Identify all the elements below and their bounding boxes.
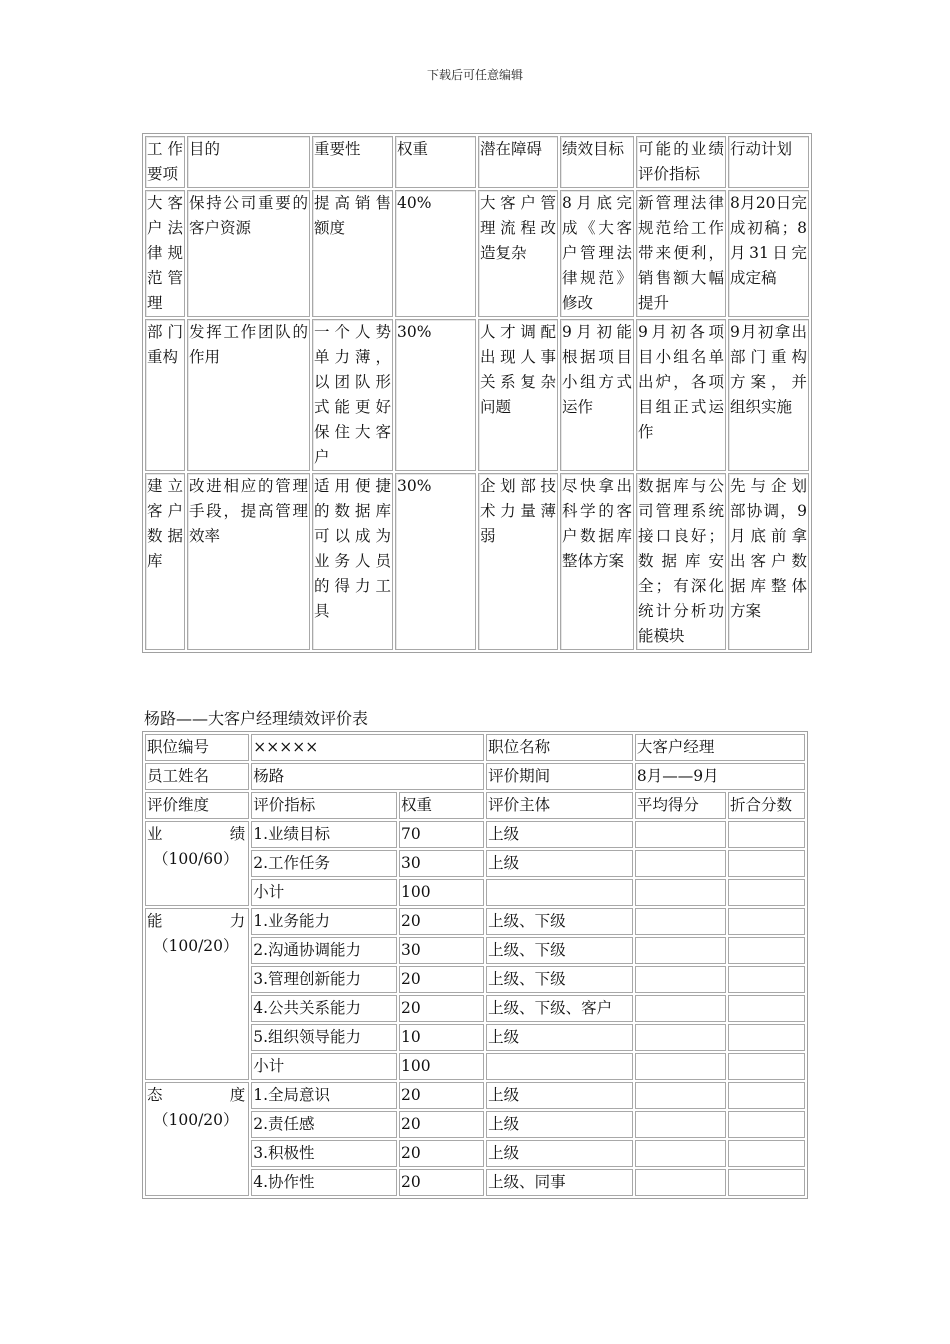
dimension-char-first: 业 bbox=[147, 825, 163, 843]
plan-header-row bbox=[145, 136, 809, 188]
eval-indicator: 小计 bbox=[251, 879, 397, 906]
eval-weight: 10 bbox=[399, 1024, 484, 1051]
period-label: 评价期间 bbox=[486, 763, 633, 790]
plan-cell-importance: 适用便捷的数据库可以成为业务人员的得力工具 bbox=[312, 473, 393, 650]
eval-dimension-cell bbox=[145, 908, 249, 1080]
eval-weight: 100 bbox=[399, 1053, 484, 1080]
dimension-name bbox=[147, 1083, 247, 1108]
plan-cell-weight: 30% bbox=[395, 319, 476, 471]
eval-subject: 上级 bbox=[486, 1111, 633, 1138]
eval-converted-score bbox=[728, 850, 805, 877]
eval-converted-score bbox=[728, 1082, 805, 1109]
plan-row bbox=[145, 319, 809, 471]
plan-cell-weight: 40% bbox=[395, 190, 476, 317]
plan-cell-action-plan: 先与企划部协调，9月底前拿出客户数据库整体方案 bbox=[728, 473, 809, 650]
eval-converted-score bbox=[728, 1111, 805, 1138]
evaluation-table bbox=[142, 731, 808, 1199]
eval-subject: 上级 bbox=[486, 1024, 633, 1051]
plan-cell-purpose: 发挥工作团队的作用 bbox=[187, 319, 310, 471]
eval-subject: 上级 bbox=[486, 1140, 633, 1167]
plan-cell-action-plan: 8月20日完成初稿；8月31日完成定稿 bbox=[728, 190, 809, 317]
plan-cell-performance-goal: 8月底完成《大客户管理法律规范》修改 bbox=[560, 190, 634, 317]
eval-dimension-cell bbox=[145, 821, 249, 906]
plan-cell-importance: 一个人势单力薄，以团队形式能更好保住大客户 bbox=[312, 319, 393, 471]
eval-header-weight: 权重 bbox=[399, 792, 484, 819]
plan-header-evaluation-indicator: 可能的业绩评价指标 bbox=[636, 136, 726, 188]
employee-value: 杨路 bbox=[251, 763, 484, 790]
eval-row bbox=[145, 821, 805, 848]
eval-weight: 20 bbox=[399, 1140, 484, 1167]
eval-subject: 上级、下级 bbox=[486, 908, 633, 935]
eval-subject: 上级、下级 bbox=[486, 966, 633, 993]
plan-header-obstacle: 潜在障碍 bbox=[478, 136, 558, 188]
eval-weight: 20 bbox=[399, 1082, 484, 1109]
eval-header-row bbox=[145, 792, 805, 819]
eval-average-score bbox=[635, 1053, 726, 1080]
plan-row bbox=[145, 473, 809, 650]
eval-converted-score bbox=[728, 966, 805, 993]
position-no-value: ××××× bbox=[251, 734, 484, 761]
plan-cell-purpose: 改进相应的管理手段，提高管理效率 bbox=[187, 473, 310, 650]
eval-converted-score bbox=[728, 1053, 805, 1080]
eval-average-score bbox=[635, 908, 726, 935]
eval-subject: 上级、下级 bbox=[486, 937, 633, 964]
eval-subject: 上级、同事 bbox=[486, 1169, 633, 1196]
eval-converted-score bbox=[728, 879, 805, 906]
dimension-char-last: 绩 bbox=[229, 825, 246, 843]
eval-average-score bbox=[635, 850, 726, 877]
eval-indicator: 4.公共关系能力 bbox=[251, 995, 397, 1022]
eval-subject: 上级、下级、客户 bbox=[486, 995, 633, 1022]
plan-header-action-plan: 行动计划 bbox=[728, 136, 809, 188]
eval-average-score bbox=[635, 1082, 726, 1109]
evaluation-table-title: 杨路——大客户经理绩效评价表 bbox=[144, 709, 369, 728]
eval-converted-score bbox=[728, 995, 805, 1022]
eval-average-score bbox=[635, 879, 726, 906]
eval-header-converted-score: 折合分数 bbox=[728, 792, 805, 819]
work-plan-table bbox=[142, 133, 812, 653]
employee-label: 员工姓名 bbox=[145, 763, 249, 790]
plan-cell-work-item: 大客户法律规范管理 bbox=[145, 190, 185, 317]
plan-cell-performance-goal: 9月初能根据项目小组方式运作 bbox=[560, 319, 634, 471]
plan-cell-evaluation-indicator: 新管理法律规范给工作带来便利，销售额大幅提升 bbox=[636, 190, 726, 317]
position-no-label: 职位编号 bbox=[145, 734, 249, 761]
plan-cell-evaluation-indicator: 数据库与公司管理系统接口良好；数据库安全；有深化统计分析功能模块 bbox=[636, 473, 726, 650]
eval-dimension-cell bbox=[145, 1082, 249, 1196]
plan-header-weight: 权重 bbox=[395, 136, 476, 188]
eval-weight: 20 bbox=[399, 1169, 484, 1196]
plan-cell-importance: 提高销售额度 bbox=[312, 190, 393, 317]
plan-cell-performance-goal: 尽快拿出科学的客户数据库整体方案 bbox=[560, 473, 634, 650]
eval-subject bbox=[486, 879, 633, 906]
eval-indicator: 4.协作性 bbox=[251, 1169, 397, 1196]
eval-converted-score bbox=[728, 937, 805, 964]
dimension-char-last: 力 bbox=[229, 912, 246, 930]
eval-row bbox=[145, 908, 805, 935]
eval-indicator: 1.业绩目标 bbox=[251, 821, 397, 848]
eval-weight: 20 bbox=[399, 995, 484, 1022]
eval-row bbox=[145, 1082, 805, 1109]
eval-weight: 100 bbox=[399, 879, 484, 906]
eval-subject bbox=[486, 1053, 633, 1080]
eval-subject: 上级 bbox=[486, 1082, 633, 1109]
eval-weight: 20 bbox=[399, 908, 484, 935]
dimension-char-first: 态 bbox=[147, 1086, 163, 1104]
plan-cell-evaluation-indicator: 9月初各项目小组名单出炉，各项目组正式运作 bbox=[636, 319, 726, 471]
employee-row bbox=[145, 763, 805, 790]
eval-average-score bbox=[635, 1140, 726, 1167]
eval-subject: 上级 bbox=[486, 821, 633, 848]
eval-weight: 30 bbox=[399, 850, 484, 877]
page-header-note: 下载后可任意编辑 bbox=[426, 68, 523, 82]
eval-header-subject: 评价主体 bbox=[486, 792, 633, 819]
eval-weight: 20 bbox=[399, 966, 484, 993]
plan-cell-obstacle: 企划部技术力量薄弱 bbox=[478, 473, 558, 650]
position-row bbox=[145, 734, 805, 761]
eval-indicator: 2.责任感 bbox=[251, 1111, 397, 1138]
eval-converted-score bbox=[728, 821, 805, 848]
eval-indicator: 2.工作任务 bbox=[251, 850, 397, 877]
plan-cell-action-plan: 9月初拿出部门重构方案，并组织实施 bbox=[728, 319, 809, 471]
eval-indicator: 1.业务能力 bbox=[251, 908, 397, 935]
eval-average-score bbox=[635, 1024, 726, 1051]
eval-converted-score bbox=[728, 1169, 805, 1196]
position-name-value: 大客户经理 bbox=[635, 734, 805, 761]
eval-average-score bbox=[635, 1111, 726, 1138]
plan-cell-obstacle: 大客户管理流程改造复杂 bbox=[478, 190, 558, 317]
eval-indicator: 2.沟通协调能力 bbox=[251, 937, 397, 964]
eval-indicator: 5.组织领导能力 bbox=[251, 1024, 397, 1051]
eval-average-score bbox=[635, 821, 726, 848]
plan-cell-obstacle: 人才调配出现人事关系复杂问题 bbox=[478, 319, 558, 471]
dimension-name bbox=[147, 822, 247, 847]
eval-indicator: 1.全局意识 bbox=[251, 1082, 397, 1109]
dimension-name bbox=[147, 909, 247, 934]
plan-header-performance-goal: 绩效目标 bbox=[560, 136, 634, 188]
eval-converted-score bbox=[728, 908, 805, 935]
plan-row bbox=[145, 190, 809, 317]
eval-header-dimension: 评价维度 bbox=[145, 792, 249, 819]
dimension-score-ratio: （100/20） bbox=[153, 937, 239, 955]
eval-indicator: 3.积极性 bbox=[251, 1140, 397, 1167]
plan-cell-work-item: 建立客户数据库 bbox=[145, 473, 185, 650]
eval-average-score bbox=[635, 937, 726, 964]
eval-converted-score bbox=[728, 1140, 805, 1167]
dimension-score-ratio: （100/20） bbox=[153, 1111, 239, 1129]
plan-header-purpose: 目的 bbox=[187, 136, 310, 188]
dimension-char-first: 能 bbox=[147, 912, 163, 930]
eval-converted-score bbox=[728, 1024, 805, 1051]
eval-average-score bbox=[635, 995, 726, 1022]
plan-cell-purpose: 保持公司重要的客户资源 bbox=[187, 190, 310, 317]
eval-weight: 70 bbox=[399, 821, 484, 848]
plan-header-importance: 重要性 bbox=[312, 136, 393, 188]
eval-weight: 20 bbox=[399, 1111, 484, 1138]
period-value: 8月——9月 bbox=[635, 763, 805, 790]
eval-average-score bbox=[635, 966, 726, 993]
eval-header-average-score: 平均得分 bbox=[635, 792, 726, 819]
plan-cell-weight: 30% bbox=[395, 473, 476, 650]
eval-subject: 上级 bbox=[486, 850, 633, 877]
eval-header-indicator: 评价指标 bbox=[251, 792, 397, 819]
eval-weight: 30 bbox=[399, 937, 484, 964]
dimension-score-ratio: （100/60） bbox=[153, 850, 239, 868]
position-name-label: 职位名称 bbox=[486, 734, 633, 761]
eval-indicator: 3.管理创新能力 bbox=[251, 966, 397, 993]
eval-indicator: 小计 bbox=[251, 1053, 397, 1080]
dimension-char-last: 度 bbox=[229, 1086, 246, 1104]
eval-average-score bbox=[635, 1169, 726, 1196]
plan-cell-work-item: 部门重构 bbox=[145, 319, 185, 471]
plan-header-work-item: 工作要项 bbox=[145, 136, 185, 188]
